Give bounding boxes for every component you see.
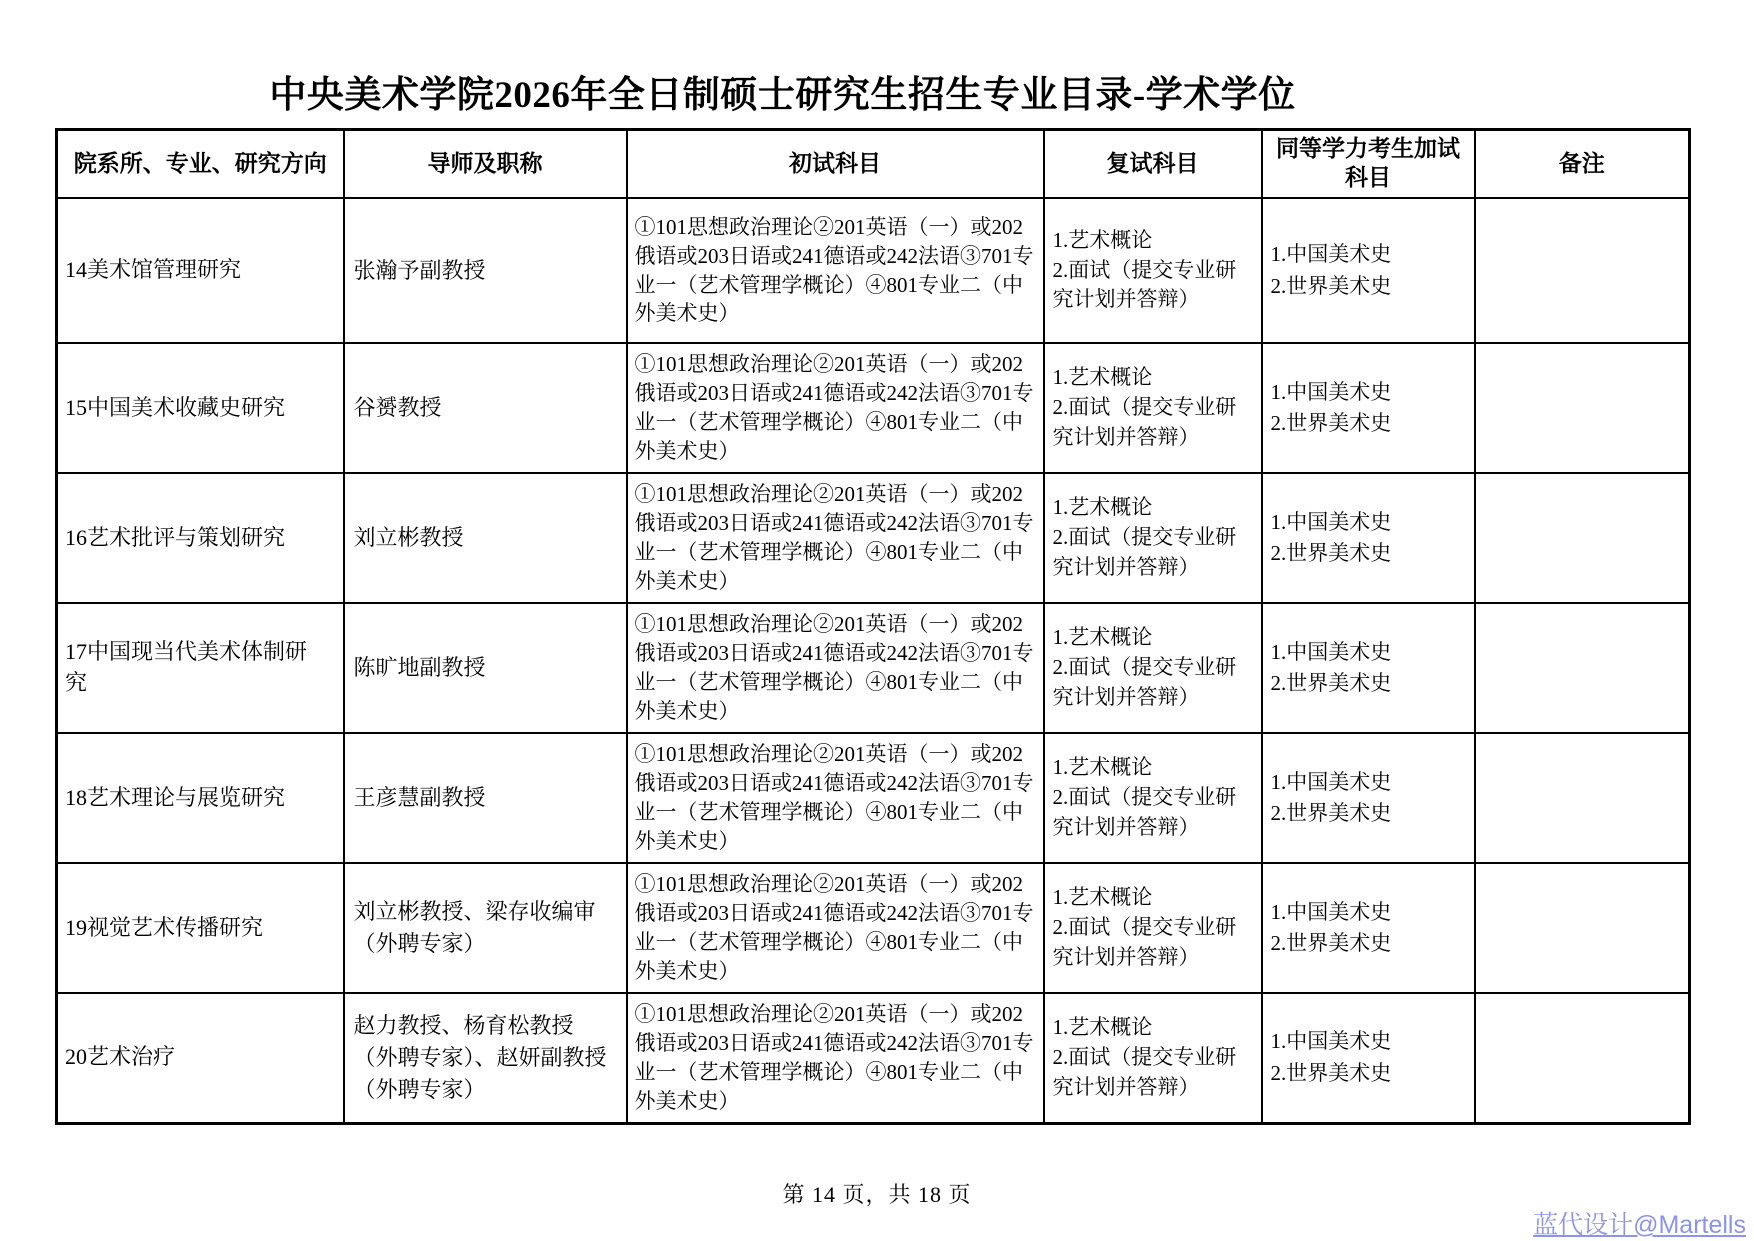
table-header-row (57, 130, 1690, 199)
retest-item: 2.面试（提交专业研究计划并答辩） (1052, 785, 1237, 839)
table-row (57, 863, 1690, 993)
additional-item: 2.世界美术史 (1270, 541, 1392, 565)
cell-additional-subjects (1262, 343, 1475, 473)
cell-supervisor: 刘立彬教授、梁存收编审（外聘专家） (344, 863, 627, 993)
table-row (57, 993, 1690, 1123)
header-supervisor-title: 导师及职称 (344, 130, 627, 199)
retest-item: 1.艺术概论 (1052, 625, 1153, 650)
retest-item: 2.面试（提交专业研究计划并答辩） (1052, 395, 1237, 449)
cell-initial-exam: ①101思想政治理论②201英语（一）或202俄语或203日语或241德语或242法语③701专业一（艺术管理学概论）④801专业二（中外美术史） (627, 993, 1044, 1123)
cell-supervisor: 谷赟教授 (344, 343, 627, 473)
additional-item: 1.中国美术史 (1270, 379, 1392, 404)
cell-research-direction: 19视觉艺术传播研究 (57, 863, 344, 993)
additional-item: 2.世界美术史 (1270, 273, 1392, 298)
cell-additional-subjects (1262, 603, 1475, 733)
cell-research-direction: 18艺术理论与展览研究 (57, 733, 344, 863)
retest-item: 2.面试（提交专业研究计划并答辩） (1052, 257, 1237, 312)
additional-item: 1.中国美术史 (1270, 242, 1392, 266)
cell-retest (1044, 993, 1262, 1123)
retest-item: 2.面试（提交专业研究计划并答辩） (1052, 655, 1237, 709)
cell-initial-exam: ①101思想政治理论②201英语（一）或202俄语或203日语或241德语或242法语③701专业一（艺术管理学概论）④801专业二（中外美术史） (627, 603, 1044, 733)
cell-research-direction: 14美术馆管理研究 (57, 198, 344, 343)
cell-additional-subjects (1262, 733, 1475, 863)
cell-research-direction: 16艺术批评与策划研究 (57, 473, 344, 603)
cell-retest (1044, 863, 1262, 993)
cell-remarks (1475, 473, 1690, 603)
additional-item: 1.中国美术史 (1270, 639, 1392, 664)
retest-item: 1.艺术概论 (1052, 227, 1153, 252)
retest-item: 1.艺术概论 (1052, 365, 1153, 390)
retest-item: 1.艺术概论 (1052, 755, 1153, 780)
retest-item: 2.面试（提交专业研究计划并答辩） (1052, 915, 1237, 969)
cell-supervisor: 张瀚予副教授 (344, 198, 627, 343)
retest-item: 2.面试（提交专业研究计划并答辩） (1052, 1044, 1237, 1099)
additional-item: 2.世界美术史 (1270, 931, 1392, 955)
cell-retest (1044, 603, 1262, 733)
cell-initial-exam: ①101思想政治理论②201英语（一）或202俄语或203日语或241德语或242法语③701专业一（艺术管理学概论）④801专业二（中外美术史） (627, 733, 1044, 863)
additional-item: 2.世界美术史 (1270, 801, 1392, 825)
cell-supervisor: 王彦慧副教授 (344, 733, 627, 863)
cell-retest (1044, 733, 1262, 863)
cell-research-direction: 20艺术治疗 (57, 993, 344, 1123)
cell-remarks (1475, 198, 1690, 343)
additional-item: 1.中国美术史 (1270, 509, 1392, 534)
cell-remarks (1475, 733, 1690, 863)
retest-item: 1.艺术概论 (1052, 885, 1153, 910)
cell-supervisor: 赵力教授、杨育松教授（外聘专家）、赵妍副教授（外聘专家） (344, 993, 627, 1123)
header-initial-exam: 初试科目 (627, 130, 1044, 199)
additional-item: 2.世界美术史 (1270, 671, 1392, 695)
table-row (57, 198, 1690, 343)
header-department-major-direction: 院系所、专业、研究方向 (57, 130, 344, 199)
watermark: 蓝代设计@Martells (1533, 1211, 1746, 1239)
cell-initial-exam: ①101思想政治理论②201英语（一）或202俄语或203日语或241德语或242法语③701专业一（艺术管理学概论）④801专业二（中外美术史） (627, 473, 1044, 603)
cell-additional-subjects (1262, 198, 1475, 343)
cell-additional-subjects (1262, 473, 1475, 603)
cell-additional-subjects (1262, 993, 1475, 1123)
cell-additional-subjects (1262, 863, 1475, 993)
cell-remarks (1475, 343, 1690, 473)
additional-item: 1.中国美术史 (1270, 1029, 1392, 1054)
cell-retest (1044, 343, 1262, 473)
cell-remarks (1475, 993, 1690, 1123)
cell-initial-exam: ①101思想政治理论②201英语（一）或202俄语或203日语或241德语或242法语③701专业一（艺术管理学概论）④801专业二（中外美术史） (627, 343, 1044, 473)
cell-retest (1044, 473, 1262, 603)
admissions-catalog-table (55, 128, 1691, 1125)
additional-item: 1.中国美术史 (1270, 899, 1392, 924)
page-title: 中央美术学院2026年全日制硕士研究生招生专业目录-学术学位 (269, 75, 1296, 116)
page-number: 第 14 页，共 18 页 (782, 1182, 972, 1207)
retest-item: 2.面试（提交专业研究计划并答辩） (1052, 525, 1237, 579)
additional-item: 1.中国美术史 (1270, 769, 1392, 794)
cell-research-direction: 17中国现当代美术体制研究 (57, 603, 344, 733)
cell-supervisor: 陈旷地副教授 (344, 603, 627, 733)
table-row (57, 473, 1690, 603)
header-retest: 复试科目 (1044, 130, 1262, 199)
cell-remarks (1475, 863, 1690, 993)
additional-item: 2.世界美术史 (1270, 1060, 1392, 1085)
cell-initial-exam: ①101思想政治理论②201英语（一）或202俄语或203日语或241德语或242法语③701专业一（艺术管理学概论）④801专业二（中外美术史） (627, 198, 1044, 343)
cell-research-direction: 15中国美术收藏史研究 (57, 343, 344, 473)
table-row (57, 603, 1690, 733)
table-row (57, 733, 1690, 863)
table-row (57, 343, 1690, 473)
header-remarks: 备注 (1475, 130, 1690, 199)
header-equivalent-additional: 同等学力考生加试科目 (1262, 130, 1475, 199)
retest-item: 1.艺术概论 (1052, 1015, 1153, 1040)
cell-supervisor: 刘立彬教授 (344, 473, 627, 603)
cell-retest (1044, 198, 1262, 343)
cell-remarks (1475, 603, 1690, 733)
additional-item: 2.世界美术史 (1270, 411, 1392, 435)
cell-initial-exam: ①101思想政治理论②201英语（一）或202俄语或203日语或241德语或242法语③701专业一（艺术管理学概论）④801专业二（中外美术史） (627, 863, 1044, 993)
retest-item: 1.艺术概论 (1052, 495, 1153, 520)
